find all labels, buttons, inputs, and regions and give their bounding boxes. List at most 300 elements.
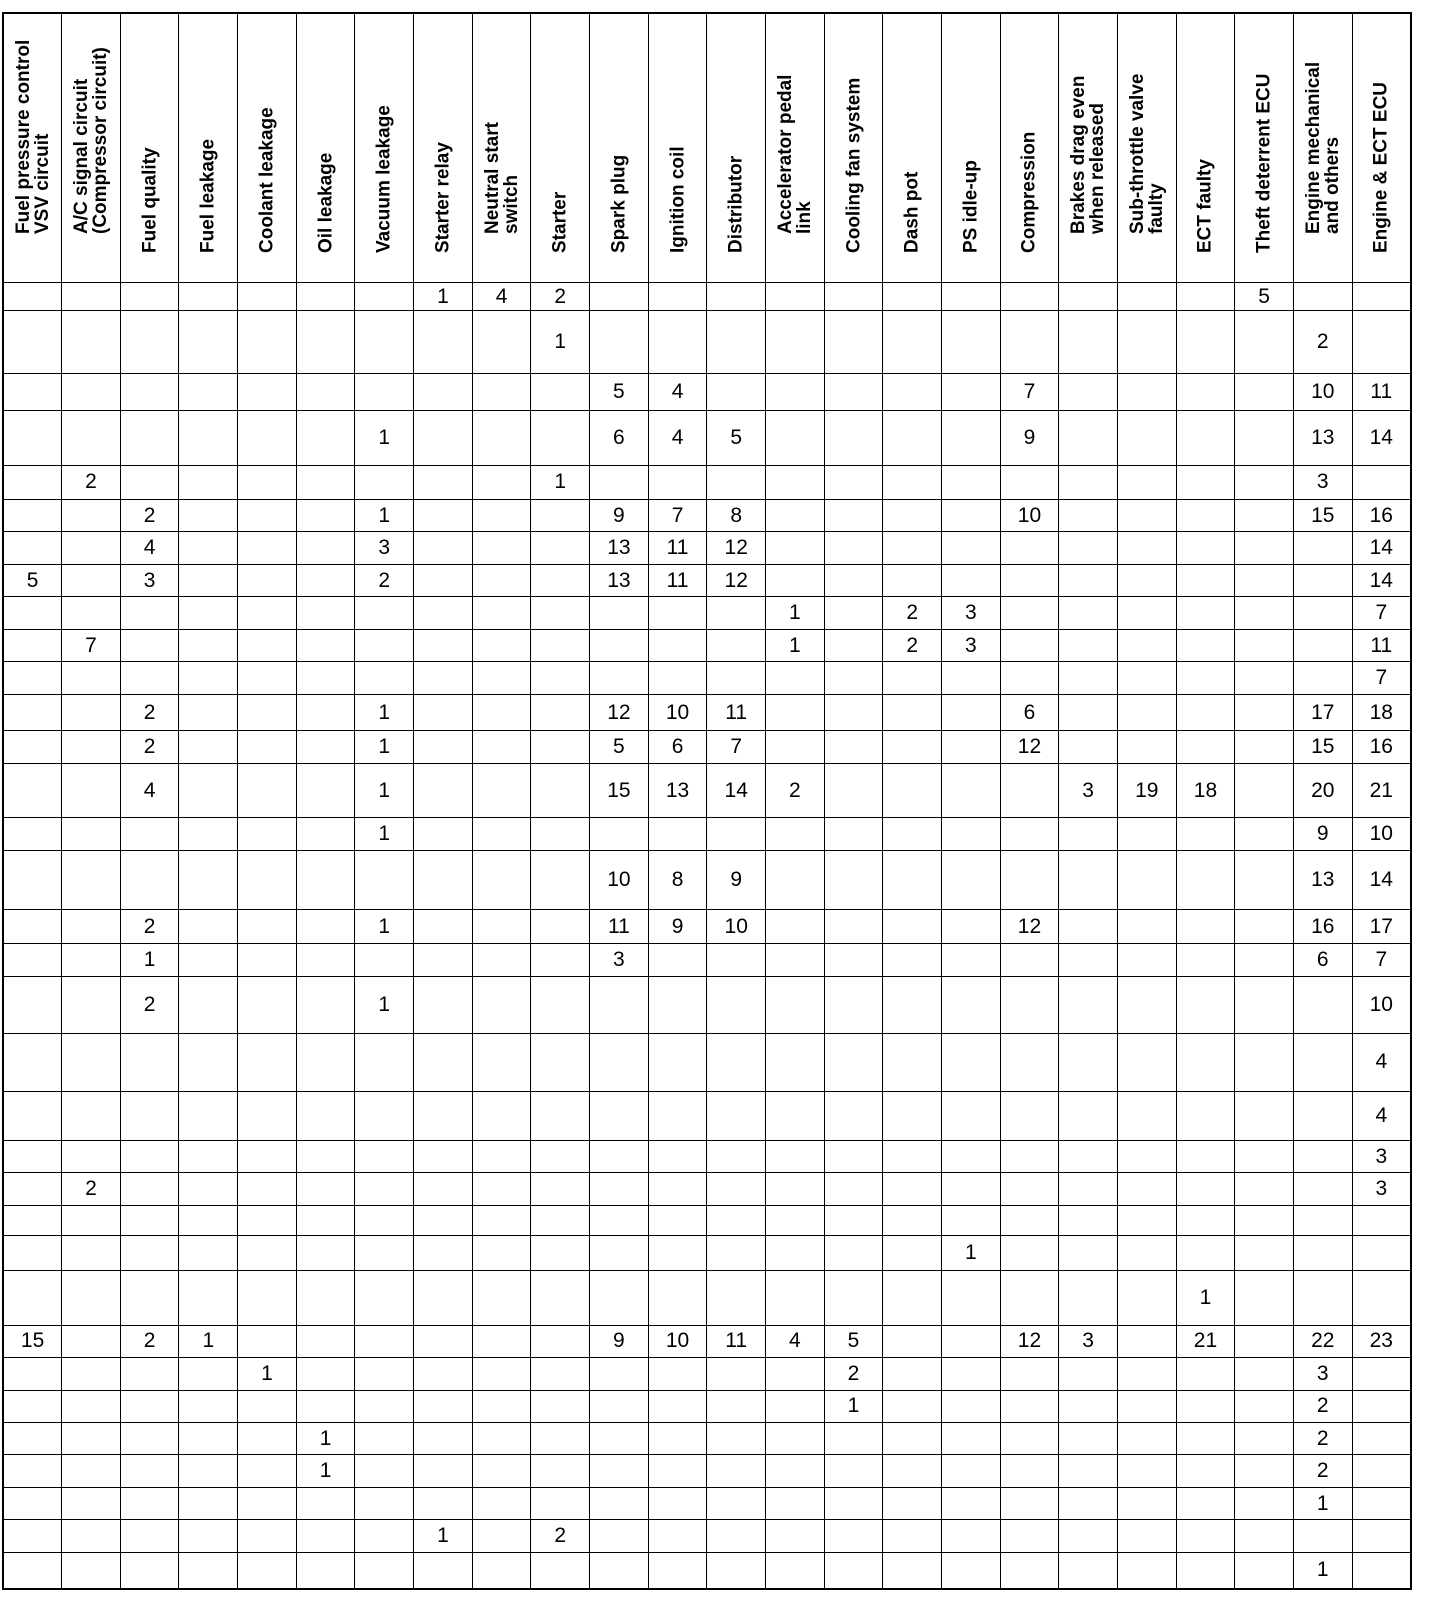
table-cell bbox=[1176, 1520, 1235, 1552]
table-cell: 7 bbox=[1000, 374, 1059, 411]
table-cell bbox=[1000, 564, 1059, 596]
table-cell bbox=[62, 1270, 121, 1325]
table-cell: 4 bbox=[766, 1325, 825, 1357]
table-cell bbox=[590, 1033, 649, 1092]
table-cell bbox=[179, 1487, 238, 1519]
table-cell bbox=[62, 374, 121, 411]
table-cell bbox=[472, 1552, 531, 1589]
table-cell: 10 bbox=[648, 694, 707, 731]
table-cell: 3 bbox=[1293, 1358, 1352, 1390]
table-cell bbox=[1176, 1173, 1235, 1205]
table-cell bbox=[766, 662, 825, 694]
table-cell bbox=[414, 1422, 473, 1454]
table-cell bbox=[62, 1033, 121, 1092]
table-cell bbox=[296, 500, 355, 532]
table-cell: 9 bbox=[1000, 410, 1059, 465]
table-cell: 11 bbox=[1352, 629, 1411, 661]
table-cell bbox=[1000, 944, 1059, 976]
table-cell bbox=[355, 1033, 414, 1092]
table-cell bbox=[62, 532, 121, 564]
table-cell bbox=[1059, 1358, 1118, 1390]
table-cell bbox=[414, 1205, 473, 1235]
table-row bbox=[3, 763, 1411, 818]
table-cell: 7 bbox=[62, 629, 121, 661]
column-header-label: Cooling fan system bbox=[843, 77, 865, 253]
table-cell bbox=[1117, 1325, 1176, 1357]
table-cell bbox=[1117, 410, 1176, 465]
table-row bbox=[3, 629, 1411, 661]
column-header bbox=[179, 13, 238, 283]
table-cell bbox=[1352, 1487, 1411, 1519]
table-cell: 5 bbox=[824, 1325, 883, 1357]
table-cell bbox=[531, 1422, 590, 1454]
table-cell bbox=[1117, 1455, 1176, 1487]
table-cell bbox=[648, 662, 707, 694]
table-cell bbox=[472, 1270, 531, 1325]
table-cell bbox=[1235, 1325, 1294, 1357]
table-cell: 13 bbox=[590, 532, 649, 564]
table-cell bbox=[531, 818, 590, 850]
table-cell bbox=[355, 1422, 414, 1454]
table-cell bbox=[179, 500, 238, 532]
table-cell: 10 bbox=[1293, 374, 1352, 411]
table-cell: 2 bbox=[120, 731, 179, 763]
column-header-label: PS idle-up bbox=[960, 160, 982, 253]
table-cell bbox=[766, 1358, 825, 1390]
table-row bbox=[3, 1141, 1411, 1173]
table-cell bbox=[1000, 597, 1059, 629]
table-cell bbox=[942, 1205, 1001, 1235]
table-cell bbox=[1293, 662, 1352, 694]
table-cell bbox=[766, 1205, 825, 1235]
table-cell bbox=[648, 1236, 707, 1270]
table-cell: 14 bbox=[1352, 532, 1411, 564]
table-cell: 1 bbox=[531, 311, 590, 374]
table-cell bbox=[1293, 283, 1352, 311]
table-cell: 12 bbox=[1000, 1325, 1059, 1357]
table-cell: 3 bbox=[1293, 465, 1352, 499]
table-cell bbox=[1059, 909, 1118, 943]
table-cell bbox=[942, 1325, 1001, 1357]
table-cell bbox=[414, 763, 473, 818]
table-cell: 1 bbox=[355, 694, 414, 731]
table-cell bbox=[3, 1358, 62, 1390]
table-cell bbox=[824, 597, 883, 629]
table-cell bbox=[824, 662, 883, 694]
table-cell bbox=[179, 850, 238, 909]
table-cell bbox=[824, 763, 883, 818]
table-cell: 19 bbox=[1117, 763, 1176, 818]
table-cell bbox=[179, 909, 238, 943]
table-cell bbox=[824, 532, 883, 564]
table-cell bbox=[707, 1455, 766, 1487]
table-cell bbox=[179, 311, 238, 374]
table-cell bbox=[942, 1033, 1001, 1092]
table-cell: 11 bbox=[1352, 374, 1411, 411]
table-cell bbox=[766, 1422, 825, 1454]
table-row bbox=[3, 731, 1411, 763]
table-cell bbox=[296, 374, 355, 411]
table-cell bbox=[3, 532, 62, 564]
column-header bbox=[883, 13, 942, 283]
table-cell bbox=[296, 1325, 355, 1357]
table-row bbox=[3, 564, 1411, 596]
table-cell bbox=[238, 1173, 297, 1205]
table-cell: 1 bbox=[355, 818, 414, 850]
column-header bbox=[766, 13, 825, 283]
table-cell bbox=[179, 731, 238, 763]
table-cell bbox=[707, 1270, 766, 1325]
column-header bbox=[62, 13, 121, 283]
table-cell bbox=[883, 944, 942, 976]
table-cell: 11 bbox=[707, 1325, 766, 1357]
table-cell bbox=[414, 1270, 473, 1325]
table-cell bbox=[472, 1487, 531, 1519]
table-cell bbox=[707, 1236, 766, 1270]
table-cell bbox=[238, 374, 297, 411]
table-cell bbox=[62, 283, 121, 311]
column-header bbox=[531, 13, 590, 283]
table-cell bbox=[1117, 1092, 1176, 1141]
table-cell bbox=[1117, 694, 1176, 731]
table-cell: 5 bbox=[3, 564, 62, 596]
table-cell bbox=[1176, 597, 1235, 629]
table-cell bbox=[179, 694, 238, 731]
table-cell bbox=[1352, 283, 1411, 311]
table-cell: 1 bbox=[296, 1422, 355, 1454]
table-cell bbox=[1352, 1390, 1411, 1422]
table-cell bbox=[531, 944, 590, 976]
table-cell: 6 bbox=[648, 731, 707, 763]
table-cell bbox=[3, 1270, 62, 1325]
table-cell bbox=[179, 629, 238, 661]
column-header-label: Brakes drag even when released bbox=[1068, 75, 1109, 234]
table-cell: 1 bbox=[355, 763, 414, 818]
table-cell bbox=[1000, 1455, 1059, 1487]
table-cell bbox=[883, 564, 942, 596]
table-cell bbox=[1117, 1270, 1176, 1325]
table-row bbox=[3, 1205, 1411, 1235]
table-cell bbox=[707, 1487, 766, 1519]
table-cell: 22 bbox=[1293, 1325, 1352, 1357]
table-cell bbox=[3, 694, 62, 731]
table-cell bbox=[296, 564, 355, 596]
table-cell bbox=[1176, 1422, 1235, 1454]
header-row bbox=[3, 13, 1411, 283]
table-cell bbox=[296, 597, 355, 629]
table-cell bbox=[3, 976, 62, 1033]
table-cell bbox=[120, 1033, 179, 1092]
column-header bbox=[824, 13, 883, 283]
table-cell bbox=[942, 1092, 1001, 1141]
table-cell bbox=[296, 1236, 355, 1270]
table-cell bbox=[1352, 1422, 1411, 1454]
table-cell bbox=[1000, 1033, 1059, 1092]
table-cell: 1 bbox=[355, 410, 414, 465]
table-cell: 3 bbox=[942, 597, 1001, 629]
table-cell bbox=[296, 850, 355, 909]
table-cell bbox=[120, 1205, 179, 1235]
table-cell bbox=[472, 850, 531, 909]
table-body bbox=[3, 283, 1411, 1590]
table-cell bbox=[1117, 976, 1176, 1033]
table-cell bbox=[355, 1270, 414, 1325]
table-cell bbox=[355, 311, 414, 374]
table-cell bbox=[414, 944, 473, 976]
table-cell bbox=[824, 1033, 883, 1092]
column-header bbox=[1117, 13, 1176, 283]
table-cell bbox=[1000, 1552, 1059, 1589]
table-cell bbox=[883, 976, 942, 1033]
table-cell bbox=[1293, 1520, 1352, 1552]
table-cell bbox=[590, 311, 649, 374]
table-cell bbox=[414, 597, 473, 629]
table-cell: 4 bbox=[120, 763, 179, 818]
table-cell bbox=[238, 465, 297, 499]
table-cell bbox=[296, 694, 355, 731]
table-cell bbox=[1293, 1033, 1352, 1092]
table-cell: 1 bbox=[296, 1455, 355, 1487]
column-header bbox=[1352, 13, 1411, 283]
table-cell bbox=[531, 850, 590, 909]
table-cell: 2 bbox=[62, 465, 121, 499]
table-cell bbox=[62, 662, 121, 694]
table-cell bbox=[1176, 1236, 1235, 1270]
table-cell bbox=[62, 731, 121, 763]
table-cell bbox=[1235, 1092, 1294, 1141]
table-row bbox=[3, 1422, 1411, 1454]
column-header-label: Coolant leakage bbox=[256, 107, 278, 253]
table-cell bbox=[942, 1141, 1001, 1173]
table-cell bbox=[883, 1390, 942, 1422]
table-cell bbox=[531, 564, 590, 596]
table-cell: 2 bbox=[355, 564, 414, 596]
table-cell bbox=[3, 1236, 62, 1270]
table-cell bbox=[3, 763, 62, 818]
table-cell bbox=[1117, 1236, 1176, 1270]
table-cell bbox=[1059, 818, 1118, 850]
table-cell bbox=[531, 1173, 590, 1205]
table-cell bbox=[590, 597, 649, 629]
table-cell bbox=[296, 763, 355, 818]
table-cell bbox=[1176, 1552, 1235, 1589]
table-cell bbox=[120, 465, 179, 499]
table-cell bbox=[648, 1173, 707, 1205]
table-cell bbox=[472, 564, 531, 596]
table-cell bbox=[707, 1092, 766, 1141]
table-cell bbox=[1235, 1205, 1294, 1235]
table-cell bbox=[472, 1205, 531, 1235]
table-cell: 7 bbox=[648, 500, 707, 532]
table-cell bbox=[62, 1520, 121, 1552]
table-cell bbox=[766, 944, 825, 976]
table-row bbox=[3, 1092, 1411, 1141]
table-cell: 13 bbox=[1293, 850, 1352, 909]
table-cell bbox=[1293, 1173, 1352, 1205]
table-cell bbox=[531, 1455, 590, 1487]
table-cell bbox=[1059, 1173, 1118, 1205]
table-cell bbox=[1117, 1173, 1176, 1205]
table-cell bbox=[1059, 311, 1118, 374]
table-cell bbox=[531, 374, 590, 411]
table-cell bbox=[824, 1455, 883, 1487]
table-cell bbox=[238, 500, 297, 532]
table-cell bbox=[1176, 410, 1235, 465]
table-cell: 10 bbox=[1352, 818, 1411, 850]
table-cell bbox=[1059, 1487, 1118, 1519]
table-cell bbox=[1293, 1270, 1352, 1325]
table-cell bbox=[355, 1173, 414, 1205]
table-cell bbox=[766, 532, 825, 564]
table-cell bbox=[1117, 1552, 1176, 1589]
table-cell bbox=[414, 1390, 473, 1422]
table-cell bbox=[1059, 976, 1118, 1033]
table-cell bbox=[824, 1092, 883, 1141]
table-cell bbox=[1059, 1033, 1118, 1092]
table-cell bbox=[355, 465, 414, 499]
table-row bbox=[3, 1173, 1411, 1205]
table-cell: 2 bbox=[1293, 1455, 1352, 1487]
table-cell bbox=[120, 629, 179, 661]
table-cell bbox=[1176, 311, 1235, 374]
table-cell bbox=[3, 909, 62, 943]
table-cell bbox=[590, 465, 649, 499]
table-cell bbox=[1117, 500, 1176, 532]
table-cell bbox=[414, 500, 473, 532]
table-cell bbox=[238, 1033, 297, 1092]
table-cell bbox=[1235, 629, 1294, 661]
table-cell bbox=[120, 410, 179, 465]
table-cell bbox=[648, 1422, 707, 1454]
table-cell: 3 bbox=[120, 564, 179, 596]
table-cell bbox=[1293, 1141, 1352, 1173]
table-cell bbox=[590, 1487, 649, 1519]
column-header-label: Engine & ECT ECU bbox=[1370, 81, 1392, 253]
table-cell bbox=[179, 662, 238, 694]
table-cell bbox=[355, 629, 414, 661]
table-cell bbox=[355, 1236, 414, 1270]
table-cell bbox=[1235, 818, 1294, 850]
table-cell: 12 bbox=[1000, 731, 1059, 763]
table-cell bbox=[590, 283, 649, 311]
table-cell bbox=[472, 1092, 531, 1141]
table-cell bbox=[1000, 662, 1059, 694]
table-cell: 2 bbox=[120, 976, 179, 1033]
table-cell bbox=[355, 1141, 414, 1173]
table-cell bbox=[1117, 944, 1176, 976]
table-cell bbox=[1059, 374, 1118, 411]
table-cell bbox=[179, 1358, 238, 1390]
table-cell bbox=[355, 283, 414, 311]
table-cell: 21 bbox=[1352, 763, 1411, 818]
table-cell bbox=[1176, 532, 1235, 564]
table-cell bbox=[179, 1422, 238, 1454]
table-cell bbox=[1293, 976, 1352, 1033]
table-cell bbox=[1176, 909, 1235, 943]
table-row bbox=[3, 850, 1411, 909]
column-header-label: A/C signal circuit (Compressor circuit) bbox=[70, 47, 111, 234]
table-cell bbox=[3, 629, 62, 661]
table-cell bbox=[590, 1455, 649, 1487]
table-cell bbox=[62, 597, 121, 629]
table-cell bbox=[707, 311, 766, 374]
table-cell bbox=[766, 976, 825, 1033]
table-cell bbox=[3, 374, 62, 411]
column-header-label: ECT faulty bbox=[1194, 159, 1216, 253]
table-cell bbox=[1176, 1390, 1235, 1422]
table-cell bbox=[1176, 374, 1235, 411]
table-row bbox=[3, 909, 1411, 943]
table-cell bbox=[1235, 944, 1294, 976]
table-cell bbox=[179, 597, 238, 629]
table-cell bbox=[1059, 1141, 1118, 1173]
table-cell bbox=[414, 629, 473, 661]
table-cell bbox=[1117, 1205, 1176, 1235]
table-cell bbox=[707, 1358, 766, 1390]
table-cell bbox=[707, 1422, 766, 1454]
table-cell bbox=[1117, 1390, 1176, 1422]
table-cell: 18 bbox=[1352, 694, 1411, 731]
table-cell bbox=[707, 597, 766, 629]
table-cell bbox=[531, 532, 590, 564]
table-cell bbox=[766, 731, 825, 763]
table-cell bbox=[648, 1141, 707, 1173]
table-cell bbox=[238, 410, 297, 465]
table-cell bbox=[531, 1487, 590, 1519]
table-cell: 12 bbox=[590, 694, 649, 731]
table-cell bbox=[531, 500, 590, 532]
table-cell: 14 bbox=[707, 763, 766, 818]
table-cell bbox=[296, 1092, 355, 1141]
table-cell bbox=[1235, 465, 1294, 499]
table-cell bbox=[238, 597, 297, 629]
column-header-label: Compression bbox=[1018, 131, 1040, 253]
table-cell bbox=[1117, 597, 1176, 629]
table-cell bbox=[238, 564, 297, 596]
table-cell bbox=[179, 564, 238, 596]
table-cell bbox=[472, 976, 531, 1033]
table-cell bbox=[1000, 850, 1059, 909]
table-cell bbox=[238, 629, 297, 661]
table-row bbox=[3, 1390, 1411, 1422]
table-cell bbox=[1000, 1487, 1059, 1519]
table-cell bbox=[238, 818, 297, 850]
table-cell bbox=[1352, 1520, 1411, 1552]
table-row bbox=[3, 694, 1411, 731]
table-cell bbox=[648, 1092, 707, 1141]
table-cell bbox=[824, 500, 883, 532]
table-cell bbox=[531, 629, 590, 661]
table-cell bbox=[942, 818, 1001, 850]
table-cell bbox=[472, 532, 531, 564]
table-cell: 2 bbox=[883, 629, 942, 661]
table-cell bbox=[531, 976, 590, 1033]
table-cell bbox=[531, 662, 590, 694]
table-cell bbox=[1235, 1141, 1294, 1173]
table-cell bbox=[179, 374, 238, 411]
column-header-label: Theft deterrent ECU bbox=[1253, 73, 1275, 253]
table-cell bbox=[120, 597, 179, 629]
table-cell bbox=[1000, 1358, 1059, 1390]
table-cell bbox=[3, 1033, 62, 1092]
table-cell bbox=[472, 311, 531, 374]
table-cell bbox=[1000, 1092, 1059, 1141]
table-row bbox=[3, 1325, 1411, 1357]
table-cell bbox=[1235, 1422, 1294, 1454]
column-header-label: Oil leakage bbox=[315, 152, 337, 253]
table-cell bbox=[1235, 1358, 1294, 1390]
table-cell bbox=[942, 976, 1001, 1033]
